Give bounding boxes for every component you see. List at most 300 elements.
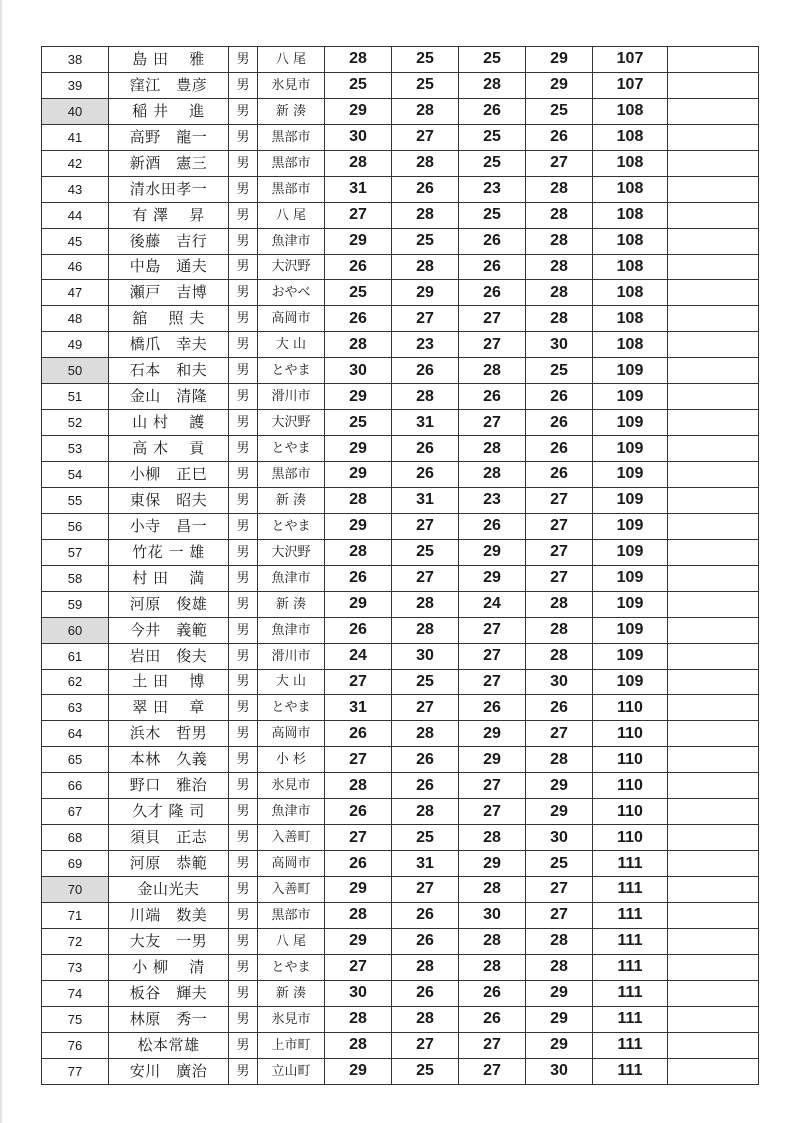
round-4-score-cell: 27: [526, 877, 593, 903]
total-score-cell: 109: [593, 565, 668, 591]
round-2-score-cell: 25: [392, 669, 459, 695]
table-row: [42, 1006, 759, 1032]
round-4-score-cell: 28: [526, 591, 593, 617]
city-cell: 魚津市: [258, 565, 325, 591]
remarks-cell: [668, 669, 759, 695]
sex-cell: 男: [229, 306, 258, 332]
player-name-cell: 小柳 正巳: [109, 462, 229, 488]
table-row: [42, 747, 759, 773]
table-row: [42, 280, 759, 306]
sex-cell: 男: [229, 695, 258, 721]
rank-cell: 47: [42, 280, 109, 306]
city-cell: とやま: [258, 513, 325, 539]
rank-cell: 75: [42, 1006, 109, 1032]
table-row: [42, 799, 759, 825]
player-name-cell: 本林 久義: [109, 747, 229, 773]
table-row: [42, 202, 759, 228]
round-1-score-cell: 30: [325, 980, 392, 1006]
round-1-score-cell: 28: [325, 1006, 392, 1032]
round-1-score-cell: 29: [325, 928, 392, 954]
round-1-score-cell: 26: [325, 565, 392, 591]
remarks-cell: [668, 1032, 759, 1058]
remarks-cell: [668, 799, 759, 825]
round-2-score-cell: 31: [392, 851, 459, 877]
round-4-score-cell: 28: [526, 643, 593, 669]
sex-cell: 男: [229, 202, 258, 228]
table-row: [42, 1032, 759, 1058]
city-cell: 氷見市: [258, 72, 325, 98]
table-row: [42, 436, 759, 462]
rank-cell: 61: [42, 643, 109, 669]
round-3-score-cell: 26: [459, 695, 526, 721]
table-row: [42, 410, 759, 436]
round-2-score-cell: 27: [392, 124, 459, 150]
city-cell: とやま: [258, 436, 325, 462]
round-3-score-cell: 28: [459, 72, 526, 98]
round-1-score-cell: 28: [325, 773, 392, 799]
round-2-score-cell: 27: [392, 513, 459, 539]
round-1-score-cell: 29: [325, 513, 392, 539]
round-1-score-cell: 28: [325, 539, 392, 565]
remarks-cell: [668, 254, 759, 280]
round-3-score-cell: 29: [459, 539, 526, 565]
city-cell: 大沢野: [258, 254, 325, 280]
round-3-score-cell: 25: [459, 124, 526, 150]
sex-cell: 男: [229, 643, 258, 669]
rank-cell: 39: [42, 72, 109, 98]
sex-cell: 男: [229, 980, 258, 1006]
remarks-cell: [668, 124, 759, 150]
total-score-cell: 110: [593, 825, 668, 851]
sex-cell: 男: [229, 228, 258, 254]
player-name-cell: 野口 雅治: [109, 773, 229, 799]
round-3-score-cell: 30: [459, 902, 526, 928]
total-score-cell: 111: [593, 954, 668, 980]
rank-cell: 38: [42, 47, 109, 73]
rank-cell: 50: [42, 358, 109, 384]
table-row: [42, 877, 759, 903]
round-4-score-cell: 30: [526, 825, 593, 851]
round-4-score-cell: 26: [526, 462, 593, 488]
round-2-score-cell: 26: [392, 462, 459, 488]
player-name-cell: 橋爪 幸夫: [109, 332, 229, 358]
player-name-cell: 林原 秀一: [109, 1006, 229, 1032]
table-row: [42, 1058, 759, 1084]
round-1-score-cell: 26: [325, 254, 392, 280]
round-1-score-cell: 27: [325, 747, 392, 773]
round-3-score-cell: 27: [459, 410, 526, 436]
round-2-score-cell: 27: [392, 877, 459, 903]
results-table: [41, 46, 759, 1085]
round-2-score-cell: 31: [392, 410, 459, 436]
table-row: [42, 591, 759, 617]
remarks-cell: [668, 410, 759, 436]
rank-cell: 43: [42, 176, 109, 202]
sex-cell: 男: [229, 384, 258, 410]
city-cell: 黒部市: [258, 902, 325, 928]
remarks-cell: [668, 617, 759, 643]
city-cell: 魚津市: [258, 228, 325, 254]
total-score-cell: 108: [593, 280, 668, 306]
round-4-score-cell: 27: [526, 721, 593, 747]
round-4-score-cell: 28: [526, 202, 593, 228]
round-2-score-cell: 26: [392, 902, 459, 928]
round-1-score-cell: 30: [325, 358, 392, 384]
remarks-cell: [668, 825, 759, 851]
round-1-score-cell: 27: [325, 954, 392, 980]
total-score-cell: 108: [593, 98, 668, 124]
remarks-cell: [668, 513, 759, 539]
round-4-score-cell: 27: [526, 539, 593, 565]
round-4-score-cell: 28: [526, 280, 593, 306]
total-score-cell: 110: [593, 747, 668, 773]
round-1-score-cell: 29: [325, 877, 392, 903]
remarks-cell: [668, 176, 759, 202]
round-1-score-cell: 31: [325, 176, 392, 202]
sex-cell: 男: [229, 462, 258, 488]
round-4-score-cell: 28: [526, 254, 593, 280]
round-2-score-cell: 26: [392, 980, 459, 1006]
table-row: [42, 72, 759, 98]
rank-cell: 51: [42, 384, 109, 410]
total-score-cell: 110: [593, 799, 668, 825]
round-3-score-cell: 23: [459, 176, 526, 202]
player-name-cell: 清水田孝一: [109, 176, 229, 202]
remarks-cell: [668, 384, 759, 410]
city-cell: 滑川市: [258, 384, 325, 410]
table-row: [42, 902, 759, 928]
round-1-score-cell: 28: [325, 47, 392, 73]
table-row: [42, 825, 759, 851]
sex-cell: 男: [229, 1006, 258, 1032]
round-2-score-cell: 28: [392, 1006, 459, 1032]
remarks-cell: [668, 1058, 759, 1084]
player-name-cell: 松本常雄: [109, 1032, 229, 1058]
player-name-cell: 窪江 豊彦: [109, 72, 229, 98]
table-row: [42, 669, 759, 695]
sex-cell: 男: [229, 47, 258, 73]
round-4-score-cell: 25: [526, 358, 593, 384]
total-score-cell: 109: [593, 358, 668, 384]
round-3-score-cell: 26: [459, 280, 526, 306]
round-3-score-cell: 24: [459, 591, 526, 617]
sex-cell: 男: [229, 539, 258, 565]
rank-cell: 67: [42, 799, 109, 825]
remarks-cell: [668, 436, 759, 462]
sex-cell: 男: [229, 877, 258, 903]
rank-cell: 73: [42, 954, 109, 980]
remarks-cell: [668, 306, 759, 332]
remarks-cell: [668, 721, 759, 747]
city-cell: 魚津市: [258, 617, 325, 643]
rank-cell: 48: [42, 306, 109, 332]
round-3-score-cell: 27: [459, 773, 526, 799]
rank-cell: 66: [42, 773, 109, 799]
table-row: [42, 721, 759, 747]
sex-cell: 男: [229, 565, 258, 591]
sex-cell: 男: [229, 150, 258, 176]
sex-cell: 男: [229, 124, 258, 150]
round-2-score-cell: 28: [392, 384, 459, 410]
sex-cell: 男: [229, 176, 258, 202]
round-1-score-cell: 26: [325, 851, 392, 877]
round-3-score-cell: 29: [459, 565, 526, 591]
sex-cell: 男: [229, 721, 258, 747]
round-3-score-cell: 26: [459, 98, 526, 124]
city-cell: 黒部市: [258, 150, 325, 176]
sex-cell: 男: [229, 410, 258, 436]
city-cell: 氷見市: [258, 773, 325, 799]
city-cell: 氷見市: [258, 1006, 325, 1032]
city-cell: 八 尾: [258, 47, 325, 73]
round-4-score-cell: 27: [526, 565, 593, 591]
round-1-score-cell: 29: [325, 436, 392, 462]
round-1-score-cell: 26: [325, 617, 392, 643]
city-cell: 新 湊: [258, 98, 325, 124]
round-3-score-cell: 27: [459, 799, 526, 825]
round-2-score-cell: 28: [392, 591, 459, 617]
round-4-score-cell: 29: [526, 980, 593, 1006]
table-row: [42, 98, 759, 124]
player-name-cell: 高野 龍一: [109, 124, 229, 150]
round-2-score-cell: 28: [392, 150, 459, 176]
round-4-score-cell: 27: [526, 902, 593, 928]
round-1-score-cell: 29: [325, 228, 392, 254]
remarks-cell: [668, 150, 759, 176]
total-score-cell: 108: [593, 332, 668, 358]
total-score-cell: 110: [593, 773, 668, 799]
sex-cell: 男: [229, 280, 258, 306]
round-4-score-cell: 28: [526, 928, 593, 954]
player-name-cell: 村 田 満: [109, 565, 229, 591]
rank-cell: 56: [42, 513, 109, 539]
round-2-score-cell: 23: [392, 332, 459, 358]
table-row: [42, 47, 759, 73]
city-cell: 大 山: [258, 669, 325, 695]
city-cell: 高岡市: [258, 721, 325, 747]
city-cell: 新 湊: [258, 591, 325, 617]
remarks-cell: [668, 773, 759, 799]
sex-cell: 男: [229, 773, 258, 799]
round-3-score-cell: 28: [459, 928, 526, 954]
city-cell: とやま: [258, 954, 325, 980]
round-3-score-cell: 25: [459, 47, 526, 73]
city-cell: 大沢野: [258, 410, 325, 436]
sex-cell: 男: [229, 617, 258, 643]
player-name-cell: 久才 隆 司: [109, 799, 229, 825]
remarks-cell: [668, 954, 759, 980]
city-cell: 大沢野: [258, 539, 325, 565]
table-row: [42, 539, 759, 565]
rank-cell: 65: [42, 747, 109, 773]
remarks-cell: [668, 358, 759, 384]
sex-cell: 男: [229, 799, 258, 825]
round-1-score-cell: 29: [325, 384, 392, 410]
remarks-cell: [668, 877, 759, 903]
round-1-score-cell: 25: [325, 72, 392, 98]
round-4-score-cell: 25: [526, 851, 593, 877]
results-table-body: [42, 47, 759, 1085]
round-3-score-cell: 29: [459, 851, 526, 877]
sex-cell: 男: [229, 591, 258, 617]
total-score-cell: 111: [593, 902, 668, 928]
remarks-cell: [668, 980, 759, 1006]
total-score-cell: 111: [593, 1006, 668, 1032]
table-row: [42, 254, 759, 280]
remarks-cell: [668, 202, 759, 228]
round-2-score-cell: 28: [392, 98, 459, 124]
player-name-cell: 中島 通夫: [109, 254, 229, 280]
round-1-score-cell: 31: [325, 695, 392, 721]
table-row: [42, 228, 759, 254]
table-row: [42, 384, 759, 410]
sex-cell: 男: [229, 747, 258, 773]
total-score-cell: 108: [593, 124, 668, 150]
player-name-cell: 小寺 昌一: [109, 513, 229, 539]
total-score-cell: 109: [593, 487, 668, 513]
round-3-score-cell: 26: [459, 228, 526, 254]
player-name-cell: 川端 数美: [109, 902, 229, 928]
rank-cell: 68: [42, 825, 109, 851]
remarks-cell: [668, 565, 759, 591]
player-name-cell: 新酒 憲三: [109, 150, 229, 176]
city-cell: おやべ: [258, 280, 325, 306]
rank-cell: 74: [42, 980, 109, 1006]
round-2-score-cell: 25: [392, 72, 459, 98]
remarks-cell: [668, 280, 759, 306]
city-cell: 新 湊: [258, 487, 325, 513]
round-3-score-cell: 29: [459, 721, 526, 747]
round-2-score-cell: 27: [392, 695, 459, 721]
round-2-score-cell: 28: [392, 617, 459, 643]
player-name-cell: 金山 清隆: [109, 384, 229, 410]
remarks-cell: [668, 928, 759, 954]
scan-edge-shadow: [0, 0, 3, 1123]
round-2-score-cell: 26: [392, 928, 459, 954]
remarks-cell: [668, 643, 759, 669]
round-3-score-cell: 26: [459, 980, 526, 1006]
round-4-score-cell: 29: [526, 799, 593, 825]
round-4-score-cell: 29: [526, 773, 593, 799]
round-2-score-cell: 26: [392, 436, 459, 462]
remarks-cell: [668, 539, 759, 565]
total-score-cell: 111: [593, 877, 668, 903]
table-row: [42, 980, 759, 1006]
rank-cell: 55: [42, 487, 109, 513]
rank-cell: 57: [42, 539, 109, 565]
total-score-cell: 108: [593, 176, 668, 202]
rank-cell: 52: [42, 410, 109, 436]
round-3-score-cell: 27: [459, 306, 526, 332]
rank-cell: 54: [42, 462, 109, 488]
round-1-score-cell: 26: [325, 799, 392, 825]
rank-cell: 70: [42, 877, 109, 903]
round-1-score-cell: 24: [325, 643, 392, 669]
round-2-score-cell: 25: [392, 47, 459, 73]
city-cell: 上市町: [258, 1032, 325, 1058]
player-name-cell: 石本 和夫: [109, 358, 229, 384]
remarks-cell: [668, 902, 759, 928]
round-2-score-cell: 26: [392, 358, 459, 384]
rank-cell: 72: [42, 928, 109, 954]
total-score-cell: 111: [593, 928, 668, 954]
round-4-score-cell: 30: [526, 669, 593, 695]
city-cell: 八 尾: [258, 928, 325, 954]
remarks-cell: [668, 591, 759, 617]
city-cell: 大 山: [258, 332, 325, 358]
round-3-score-cell: 25: [459, 202, 526, 228]
player-name-cell: 舘 照 夫: [109, 306, 229, 332]
round-1-score-cell: 27: [325, 202, 392, 228]
total-score-cell: 109: [593, 591, 668, 617]
city-cell: 入善町: [258, 877, 325, 903]
round-4-score-cell: 29: [526, 1006, 593, 1032]
round-2-score-cell: 31: [392, 487, 459, 513]
round-4-score-cell: 26: [526, 436, 593, 462]
round-3-score-cell: 27: [459, 1032, 526, 1058]
round-1-score-cell: 28: [325, 902, 392, 928]
remarks-cell: [668, 747, 759, 773]
round-2-score-cell: 26: [392, 747, 459, 773]
total-score-cell: 108: [593, 202, 668, 228]
round-2-score-cell: 27: [392, 306, 459, 332]
round-1-score-cell: 25: [325, 280, 392, 306]
table-row: [42, 617, 759, 643]
rank-cell: 59: [42, 591, 109, 617]
total-score-cell: 107: [593, 47, 668, 73]
city-cell: 黒部市: [258, 176, 325, 202]
total-score-cell: 110: [593, 721, 668, 747]
round-3-score-cell: 26: [459, 254, 526, 280]
round-2-score-cell: 25: [392, 825, 459, 851]
rank-cell: 77: [42, 1058, 109, 1084]
rank-cell: 45: [42, 228, 109, 254]
player-name-cell: 竹花 一 雄: [109, 539, 229, 565]
total-score-cell: 111: [593, 1032, 668, 1058]
rank-cell: 53: [42, 436, 109, 462]
total-score-cell: 111: [593, 1058, 668, 1084]
round-1-score-cell: 29: [325, 591, 392, 617]
sex-cell: 男: [229, 902, 258, 928]
sex-cell: 男: [229, 358, 258, 384]
remarks-cell: [668, 72, 759, 98]
player-name-cell: 河原 恭範: [109, 851, 229, 877]
total-score-cell: 108: [593, 306, 668, 332]
round-1-score-cell: 26: [325, 306, 392, 332]
city-cell: とやま: [258, 695, 325, 721]
rank-cell: 62: [42, 669, 109, 695]
round-3-score-cell: 26: [459, 1006, 526, 1032]
city-cell: 八 尾: [258, 202, 325, 228]
round-4-score-cell: 29: [526, 47, 593, 73]
player-name-cell: 岩田 俊夫: [109, 643, 229, 669]
round-1-score-cell: 28: [325, 487, 392, 513]
round-4-score-cell: 26: [526, 124, 593, 150]
sex-cell: 男: [229, 851, 258, 877]
player-name-cell: 須貝 正志: [109, 825, 229, 851]
round-1-score-cell: 25: [325, 410, 392, 436]
table-row: [42, 954, 759, 980]
total-score-cell: 109: [593, 462, 668, 488]
round-4-score-cell: 26: [526, 410, 593, 436]
city-cell: 入善町: [258, 825, 325, 851]
sex-cell: 男: [229, 954, 258, 980]
round-3-score-cell: 28: [459, 436, 526, 462]
player-name-cell: 土 田 博: [109, 669, 229, 695]
round-3-score-cell: 28: [459, 877, 526, 903]
round-3-score-cell: 23: [459, 487, 526, 513]
round-1-score-cell: 28: [325, 1032, 392, 1058]
